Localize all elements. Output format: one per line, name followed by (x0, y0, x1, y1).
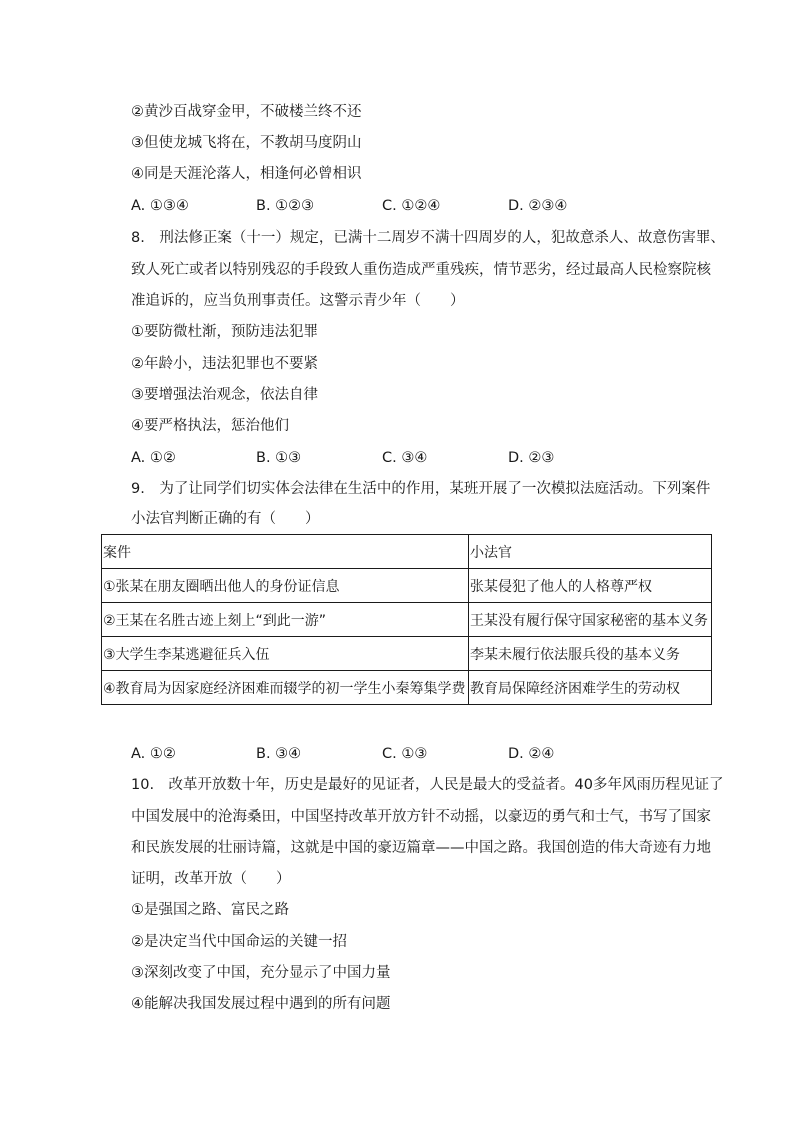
q7-item-4: ④同是天涯沦落人，相逢何必曾相识 (131, 166, 362, 182)
q7-item-3: ③但使龙城飞将在，不教胡马度阴山 (131, 135, 362, 151)
q10-stem-line-1: 10. 改革开放数十年，历史是最好的见证者，人民是最大的受益者。40多年风雨历程见证了 (131, 777, 724, 793)
table-cell-case: ④教育局为因家庭经济困难而辍学的初一学生小秦筹集学费 (102, 671, 469, 705)
table-header-judge: 小法官 (469, 535, 712, 569)
q7-option-b[interactable]: B. ①②③ (256, 198, 315, 214)
q7-option-d[interactable]: D. ②③④ (508, 198, 568, 214)
table-cell-judge: 王某没有履行保守国家秘密的基本义务 (469, 603, 712, 637)
q9-option-c[interactable]: C. ①③ (382, 746, 428, 762)
table-cell-case: ②王某在名胜古迹上刻上“到此一游” (102, 603, 469, 637)
table-cell-judge: 李某未履行依法服兵役的基本义务 (469, 637, 712, 671)
q8-stem-line-3: 准追诉的，应当负刑事责任。这警示青少年（ ） (131, 293, 465, 309)
table-header-row (102, 535, 712, 569)
q9-option-a[interactable]: A. ①② (131, 746, 176, 762)
q8-option-d[interactable]: D. ②③ (508, 450, 555, 466)
q9-option-d[interactable]: D. ②④ (508, 746, 555, 762)
table-cell-judge: 教育局保障经济困难学生的劳动权 (469, 671, 712, 705)
table-cell-judge: 张某侵犯了他人的人格尊严权 (469, 569, 712, 603)
q9-stem-line-1: 9. 为了让同学们切实体会法律在生活中的作用，某班开展了一次模拟法庭活动。下列案件 (131, 481, 711, 497)
q9-options (131, 744, 651, 764)
table-row (102, 569, 712, 603)
q8-option-c[interactable]: C. ③④ (382, 450, 428, 466)
q7-option-c[interactable]: C. ①②④ (382, 198, 441, 214)
q8-item-1: ①要防微杜渐，预防违法犯罪 (131, 324, 318, 340)
q10-stem-line-2: 中国发展中的沧海桑田，中国坚持改革开放方针不动摇，以豪迈的勇气和士气，书写了国家 (131, 809, 711, 825)
q10-item-2: ②是决定当代中国命运的关键一招 (131, 934, 347, 950)
q9-option-b[interactable]: B. ③④ (256, 746, 302, 762)
table-row (102, 637, 712, 671)
q10-stem-line-4: 证明，改革开放（ ） (131, 871, 291, 887)
q8-options (131, 448, 651, 468)
table-row (102, 671, 712, 705)
q8-option-a[interactable]: A. ①② (131, 450, 176, 466)
table-cell-case: ①张某在朋友圈晒出他人的身份证信息 (102, 569, 469, 603)
q8-item-2: ②年龄小，违法犯罪也不要紧 (131, 356, 318, 372)
q10-item-4: ④能解决我国发展过程中遇到的所有问题 (131, 996, 391, 1012)
q10-stem-line-3: 和民族发展的壮丽诗篇，这就是中国的豪迈篇章——中国之路。我国创造的伟大奇迹有力地 (131, 840, 711, 856)
table-cell-case: ③大学生李某逃避征兵入伍 (102, 637, 469, 671)
q8-stem-line-2: 致人死亡或者以特别残忍的手段致人重伤造成严重残疾，情节恶劣，经过最高人民检察院核 (131, 262, 711, 278)
q7-option-a[interactable]: A. ①③④ (131, 198, 189, 214)
q8-stem-line-1: 8. 刑法修正案（十一）规定，已满十二周岁不满十四周岁的人，犯故意杀人、故意伤害罪、 (131, 230, 725, 246)
q10-item-3: ③深刻改变了中国，充分显示了中国力量 (131, 965, 391, 981)
q8-item-4: ④要严格执法，惩治他们 (131, 418, 289, 434)
table-row (102, 603, 712, 637)
q7-options (131, 196, 651, 216)
q7-item-2: ②黄沙百战穿金甲，不破楼兰终不还 (131, 104, 362, 120)
table-header-case: 案件 (102, 535, 469, 569)
q10-item-1: ①是强国之路、富民之路 (131, 902, 289, 918)
q8-item-3: ③要增强法治观念，依法自律 (131, 387, 318, 403)
q8-option-b[interactable]: B. ①③ (256, 450, 302, 466)
q9-stem-line-2: 小法官判断正确的有（ ） (131, 511, 320, 527)
q9-case-table (101, 534, 712, 705)
